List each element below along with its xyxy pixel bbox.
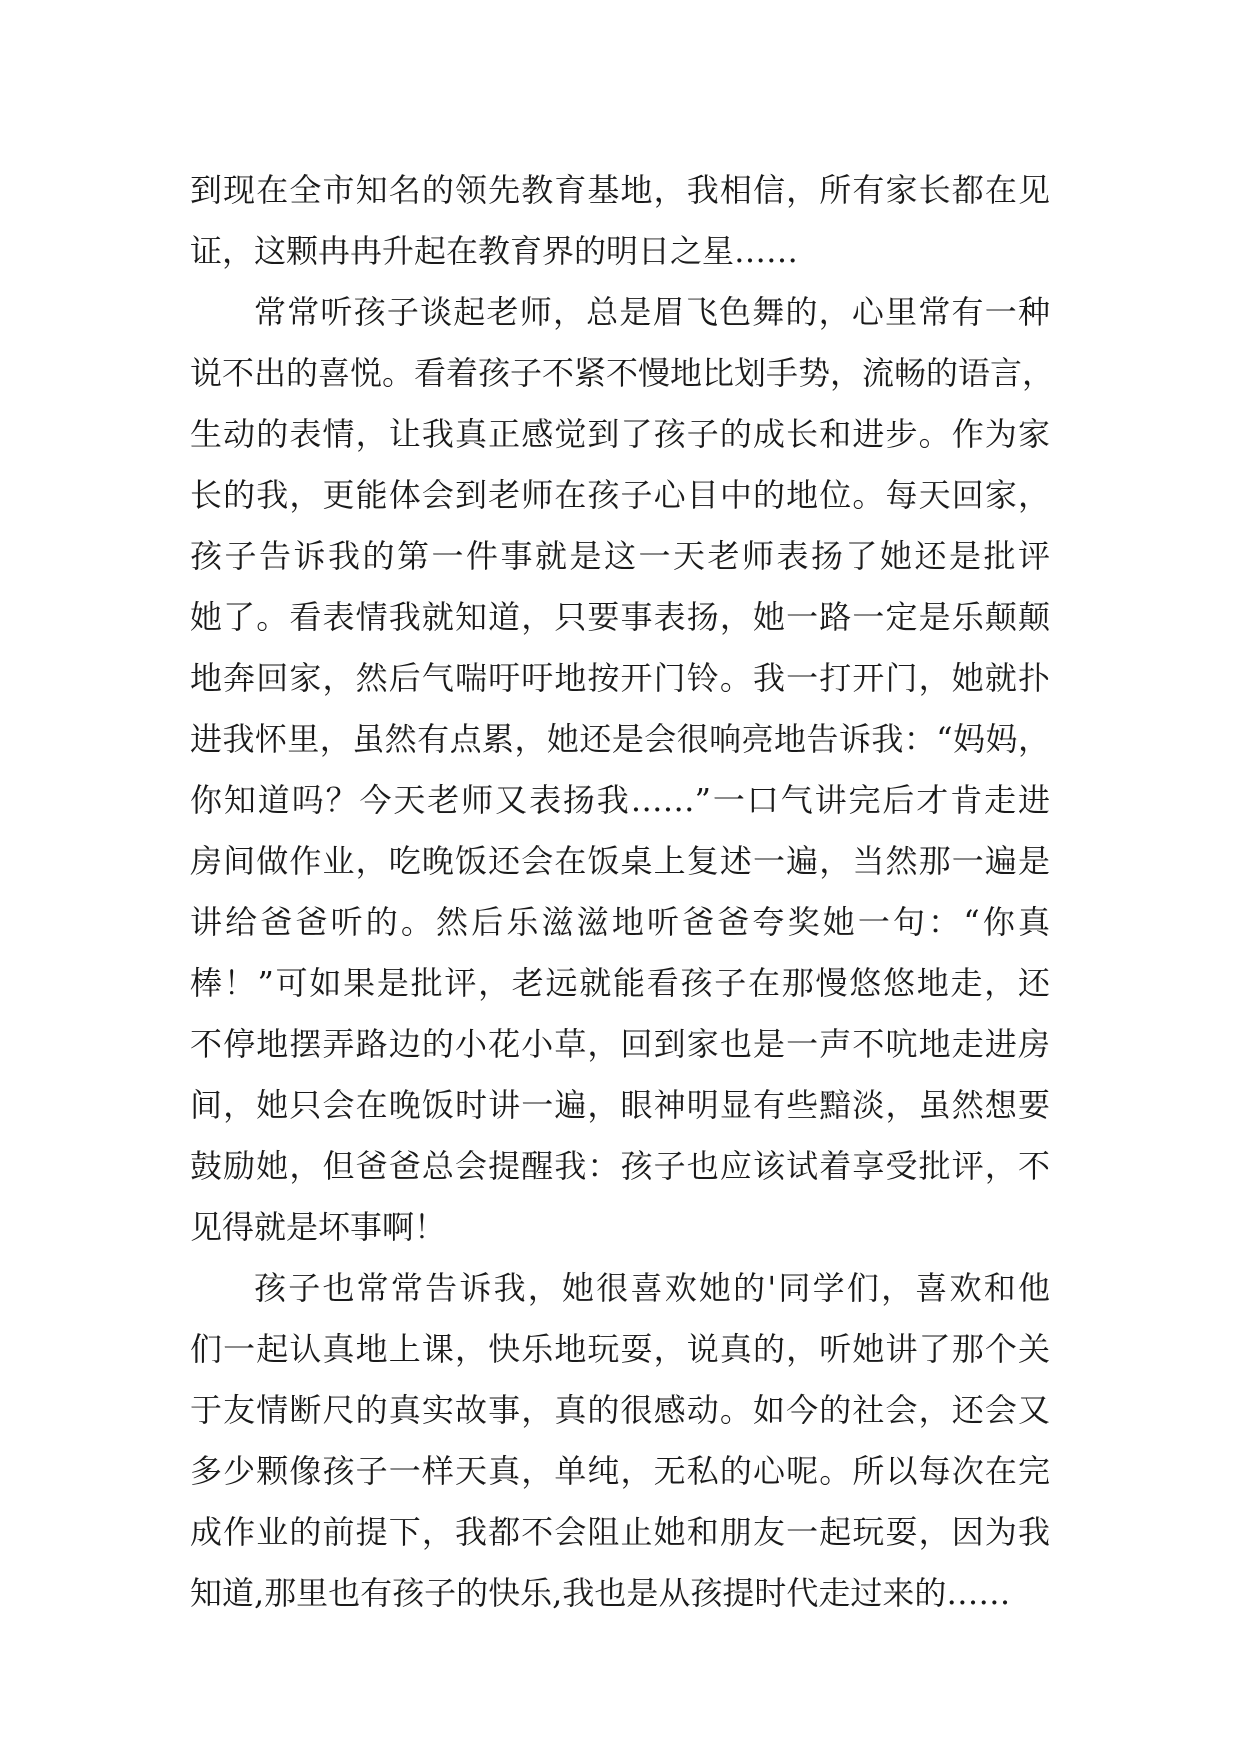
text-line: 于友情断尺的真实故事，真的很感动。如今的社会，还会又 (190, 1391, 1050, 1429)
text-line: 生动的表情，让我真正感觉到了孩子的成长和进步。作为家 (190, 415, 1050, 453)
text-line: 不停地摆弄路边的小花小草，回到家也是一声不吭地走进房 (190, 1025, 1050, 1063)
paragraph (190, 282, 1055, 1258)
text-line: 成作业的前提下，我都不会阻止她和朋友一起玩耍，因为我 (190, 1513, 1050, 1551)
text-line: 到现在全市知名的领先教育基地，我相信，所有家长都在见 (190, 171, 1050, 209)
text-line: 你知道吗？今天老师又表扬我……”一口气讲完后才肯走进 (190, 781, 1050, 819)
text-line: 房间做作业，吃晚饭还会在饭桌上复述一遍，当然那一遍是 (190, 842, 1050, 880)
paragraph (190, 1258, 1050, 1624)
document-body (190, 160, 1055, 1624)
text-line: 常常听孩子谈起老师，总是眉飞色舞的，心里常有一种 (254, 293, 1050, 331)
paragraph (190, 160, 1050, 282)
text-line: 进我怀里，虽然有点累，她还是会很响亮地告诉我：“妈妈， (190, 720, 1050, 758)
text-line: 讲给爸爸听的。然后乐滋滋地听爸爸夸奖她一句：“你真 (190, 903, 1050, 941)
text-line: 鼓励她，但爸爸总会提醒我：孩子也应该试着享受批评，不 (190, 1147, 1050, 1185)
text-line: 说不出的喜悦。看着孩子不紧不慢地比划手势，流畅的语言， (190, 354, 1055, 392)
text-line: 长的我，更能体会到老师在孩子心目中的地位。每天回家， (190, 476, 1050, 514)
text-line: 她了。看表情我就知道，只要事表扬，她一路一定是乐颠颠 (190, 598, 1050, 636)
text-line: 证，这颗冉冉升起在教育界的明日之星…… (190, 232, 799, 270)
text-line: 孩子告诉我的第一件事就是这一天老师表扬了她还是批评 (190, 537, 1050, 575)
text-line: 多少颗像孩子一样天真，单纯，无私的心呢。所以每次在完 (190, 1452, 1050, 1490)
text-line: 见得就是坏事啊！ (190, 1208, 447, 1246)
text-line: 棒！”可如果是批评，老远就能看孩子在那慢悠悠地走，还 (190, 964, 1050, 1002)
text-line: 们一起认真地上课，快乐地玩耍，说真的，听她讲了那个关 (190, 1330, 1050, 1368)
text-line: 知道,那里也有孩子的快乐,我也是从孩提时代走过来的…… (190, 1574, 1011, 1612)
text-line: 间，她只会在晚饭时讲一遍，眼神明显有些黯淡，虽然想要 (190, 1086, 1050, 1124)
text-line: 地奔回家，然后气喘吁吁地按开门铃。我一打开门，她就扑 (190, 659, 1050, 697)
text-line: 孩子也常常告诉我，她很喜欢她的'同学们，喜欢和他 (254, 1269, 1050, 1307)
